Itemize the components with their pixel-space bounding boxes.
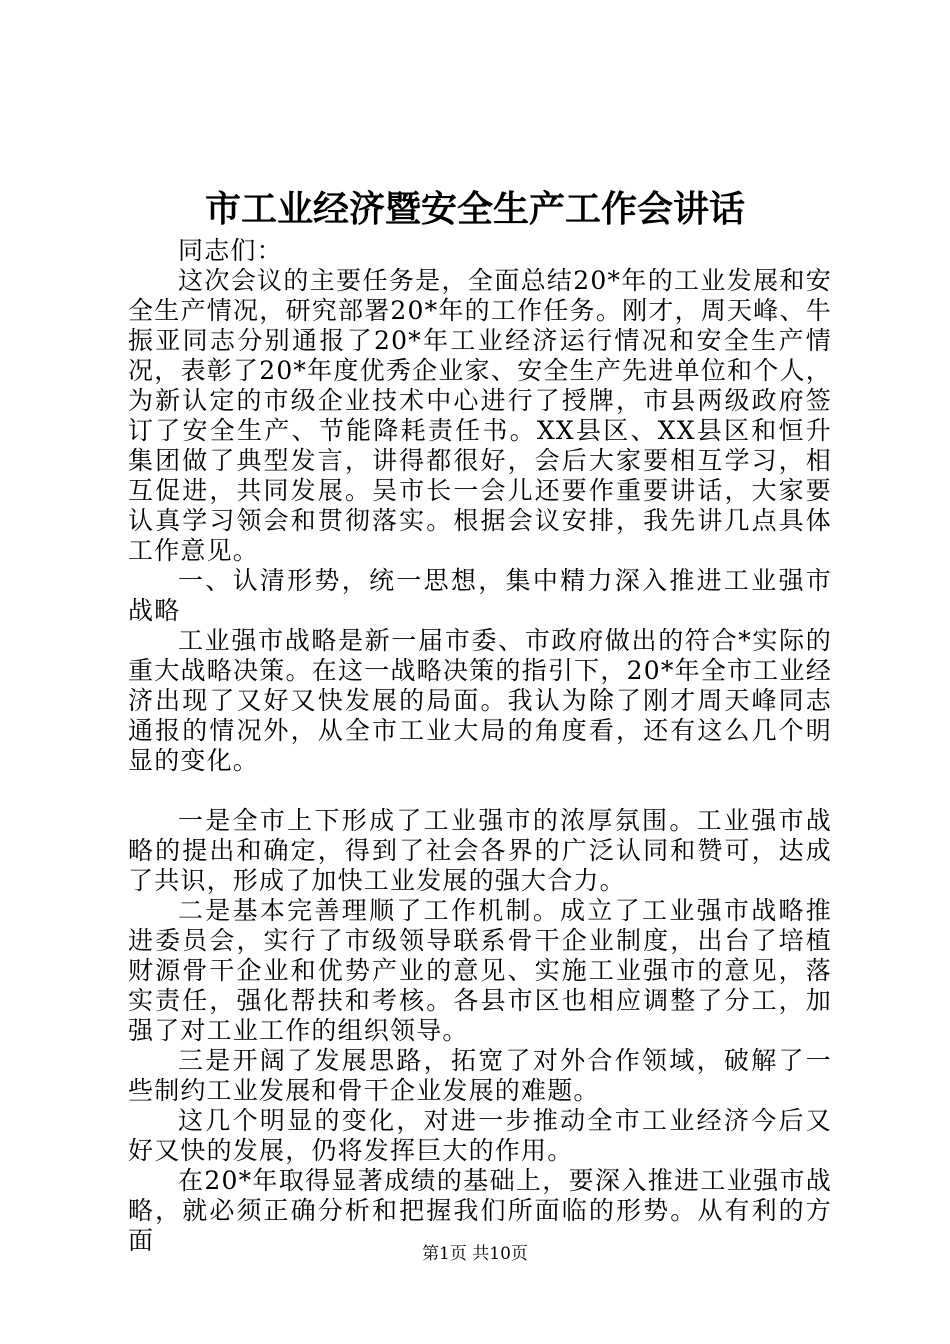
paragraph-situation: 在20*年取得显著成绩的基础上，要深入推进工业强市战略，就必须正确分析和把握我们所面临的形势。从有利的方面 — [128, 1166, 832, 1255]
paragraph-point-2: 二是基本完善理顺了工作机制。成立了工业强市战略推进委员会，实行了市级领导联系骨干企业制度，出台了培植财源骨干企业和优势产业的意见、实施工业强市的意见，落实责任，强化帮扶和考核。各县市区也相应调整了分工，加强了对工业工作的组织领导。 — [128, 896, 832, 1045]
paragraph-summary: 这几个明显的变化，对进一步推动全市工业经济今后又好又快的发展，仍将发挥巨大的作用。 — [128, 1106, 832, 1165]
paragraph-point-1: 一是全市上下形成了工业强市的浓厚氛围。工业强市战略的提出和确定，得到了社会各界的广泛认同和赞可，达成了共识，形成了加快工业发展的强大合力。 — [128, 806, 832, 895]
salutation: 同志们： — [178, 236, 283, 265]
paragraph-point-3: 三是开阔了发展思路，拓宽了对外合作领域，破解了一些制约工业发展和骨干企业发展的难题。 — [128, 1046, 832, 1105]
document-body — [128, 236, 832, 1256]
paragraph-strategy: 工业强市战略是新一届市委、市政府做出的符合*实际的重大战略决策。在这一战略决策的指引下，20*年全市工业经济出现了又好又快发展的局面。我认为除了刚才周天峰同志通报的情况外，从全市工业大局的角度看，还有这么几个明显的变化。 — [128, 626, 832, 775]
document-title: 市工业经济暨安全生产工作会讲话 — [204, 188, 745, 230]
section-heading-1: 一、认清形势，统一思想，集中精力深入推进工业强市战略 — [128, 566, 832, 625]
paragraph-intro: 这次会议的主要任务是，全面总结20*年的工业发展和安全生产情况，研究部署20*年的工作任务。刚才，周天峰、牛振亚同志分别通报了20*年工业经济运行情况和安全生产情况，表彰了20*年度优秀企业家、安全生产先进单位和个人，为新认定的市级企业技术中心进行了授牌，市县两级政府签订了安全生产、节能降耗责任书。XX县区、XX县区和恒升集团做了典型发言，讲得都很好，会后大家要相互学习，相互促进，共同发展。吴市长一会儿还要作重要讲话，大家要认真学习领会和贯彻落实。根据会议安排，我先讲几点具体工作意见。 — [128, 266, 832, 565]
page-number-footer: 第1页 共10页 — [422, 1244, 528, 1264]
